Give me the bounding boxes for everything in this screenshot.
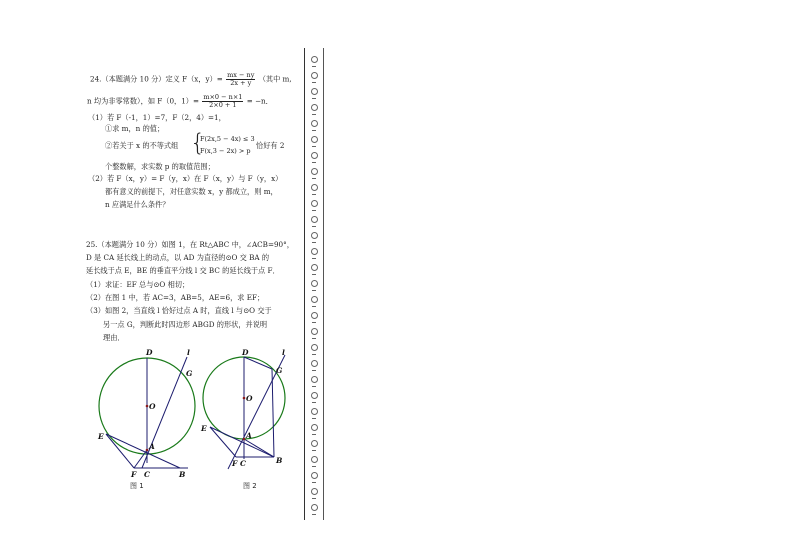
binding-dash-mark [312,114,316,115]
binding-hole-mark [311,152,318,159]
binding-dash-mark [312,178,316,179]
fig1-label-g: G [186,369,193,378]
fig2-line-dg [244,357,272,369]
binding-hole-mark [311,280,318,287]
binding-hole-mark [311,104,318,111]
binding-hole-mark [311,56,318,63]
q25-part3c: 理由． [103,333,125,342]
binding-hole-mark [311,504,318,511]
q24-part2a: （2）若 F（x，y）= F（y，x）在 F（x，y）与 F（y，x） [88,174,283,183]
fig1-label-a: A [149,442,155,451]
q24-part1a: ①求 m，n 的值； [105,124,165,133]
fig1-label-f: F [131,470,137,479]
q24-line1: 24.（本题满分 10 分）定义 F（x，y）= $\frac{mx - ny}{2x + y}$ （其中 m, [90,71,292,87]
binding-hole-mark [311,424,318,431]
binding-dash-mark [312,338,316,339]
binding-hole-mark [311,296,318,303]
binding-hole-mark [311,232,318,239]
binding-hole-mark [311,472,318,479]
binding-dash-mark [312,434,316,435]
binding-hole-mark [311,456,318,463]
binding-hole-mark [311,360,318,367]
q25-part2: （2）在图 1 中，若 AC=3，AB=5，AE=6，求 EF； [86,293,265,302]
binding-hole-mark [311,168,318,175]
binding-dash-mark [312,194,316,195]
binding-hole-mark [311,408,318,415]
q25-part3b: 另一点 G，判断此时四边形 ABGD 的形状，并说明 [103,320,268,329]
binding-dash-mark [312,130,316,131]
binding-dash-mark [312,322,316,323]
fig2-line-ef [210,427,236,457]
binding-hole-mark [311,392,318,399]
binding-hole-mark [311,120,318,127]
q25-part1: （1）求证：EF 总与⊙O 相切； [86,280,190,289]
binding-line-left [304,48,305,520]
binding-hole-mark [311,200,318,207]
q24-part1b: ②若关于 x 的不等式组 [105,141,179,150]
fig1-label-d: D [146,348,153,357]
binding-dash-mark [312,66,316,67]
q24-part1c: 个整数解，求实数 p 的取值范围； [105,162,215,171]
fig2-label-e: E [201,424,207,433]
q24-part2b: 都有意义的前提下，对任意实数 x，y 都成立，则 m， [105,187,278,196]
binding-dash-mark [312,82,316,83]
fig2-label-c: C [240,459,246,468]
fig1-label-o: O [149,402,156,411]
binding-hole-mark [311,488,318,495]
fig2-label-f: F [232,459,238,468]
binding-dash-mark [312,258,316,259]
binding-dash-mark [312,274,316,275]
binding-hole-mark [311,328,318,335]
fig1-label-e: E [98,432,104,441]
q24-part1b-end: 恰好有 2 [256,141,285,150]
binding-dash-mark [312,306,316,307]
binding-dash-mark [312,482,316,483]
binding-dash-mark [312,418,316,419]
fig2-label-a: A [246,431,252,440]
binding-dash-mark [312,386,316,387]
fig1-label-b: B [179,470,186,479]
fig2-point-a [243,438,246,441]
binding-dash-mark [312,162,316,163]
binding-dash-mark [312,98,316,99]
binding-hole-mark [311,184,318,191]
binding-hole-mark [311,88,318,95]
binding-hole-mark [311,264,318,271]
q24-inequality-1: F(2x,5 − 4x) ≤ 3 [200,135,255,143]
binding-dash-mark [312,402,316,403]
binding-dash-mark [312,210,316,211]
binding-hole-mark [311,440,318,447]
fig2-label-l: l [282,348,285,357]
q24-part1: （1）若 F（-1，1）=7，F（2，4）=1， [88,113,226,122]
figure-2-diagram [198,345,298,480]
binding-hole-mark [311,216,318,223]
q24-fraction-example: $\frac{m\times 0 - n\times 1}{2\times 0 + 1}$ [203,93,243,109]
q24-part2c: n 应满足什么条件？ [105,200,170,209]
binding-hole-mark [311,376,318,383]
fig1-label-c: C [144,470,150,479]
q24-system-brace: { [190,129,206,157]
binding-dash-mark [312,498,316,499]
fig1-point-a [146,449,149,452]
q25-part3a: （3）如图 2，当直线 l 恰好过点 A 时，直线 l 与⊙O 交于 [86,306,272,315]
fig1-line-l [142,357,187,468]
binding-dash-mark [312,354,316,355]
binding-hole-mark [311,72,318,79]
fig2-line-gb [272,369,274,457]
fig2-label-d: D [242,348,249,357]
fig1-line-eb [106,434,180,468]
q25-line3: 延长线于点 E，BE 的垂直平分线 l 交 BC 的延长线于点 F． [86,266,280,275]
binding-dash-mark [312,466,316,467]
binding-hole-mark [311,136,318,143]
fig1-point-o [146,405,149,408]
figure-1-diagram [90,345,200,480]
binding-dash-mark [312,370,316,371]
binding-line-right [323,48,324,520]
fig2-line-eb [210,427,274,457]
binding-dash-mark [312,146,316,147]
fig1-label-l: l [187,348,190,357]
q25-line1: 25.（本题满分 10 分）如图 1，在 Rt△ABC 中，∠ACB=90°， [86,240,294,249]
binding-dash-mark [312,290,316,291]
q24-inequality-2: F(x,3 − 2x) > p [200,147,251,155]
q24-line2: n 均为非零常数），如 F（0，1）= $\frac{m\times 0 - n\times 1}{2\times 0 + 1}$ = −n． [87,93,273,109]
fig2-label-b: B [276,456,283,465]
fig2-label-g: G [276,366,283,375]
q24-fraction-definition: $\frac{mx - ny}{2x + y}$ [227,71,255,87]
binding-hole-mark [311,312,318,319]
binding-dash-mark [312,226,316,227]
figure-2-caption: 图 2 [243,482,257,490]
binding-dash-mark [312,450,316,451]
fig2-label-o: O [246,394,253,403]
fig2-point-o [243,397,246,400]
figure-1-caption: 图 1 [130,482,144,490]
binding-dash-mark [312,514,316,515]
binding-hole-mark [311,248,318,255]
binding-dash-mark [312,242,316,243]
q25-line2: D 是 CA 延长线上的动点，以 AD 为直径的⊙O 交 BA 的 [86,253,270,262]
fig2-line-ab [244,439,274,457]
binding-hole-mark [311,344,318,351]
